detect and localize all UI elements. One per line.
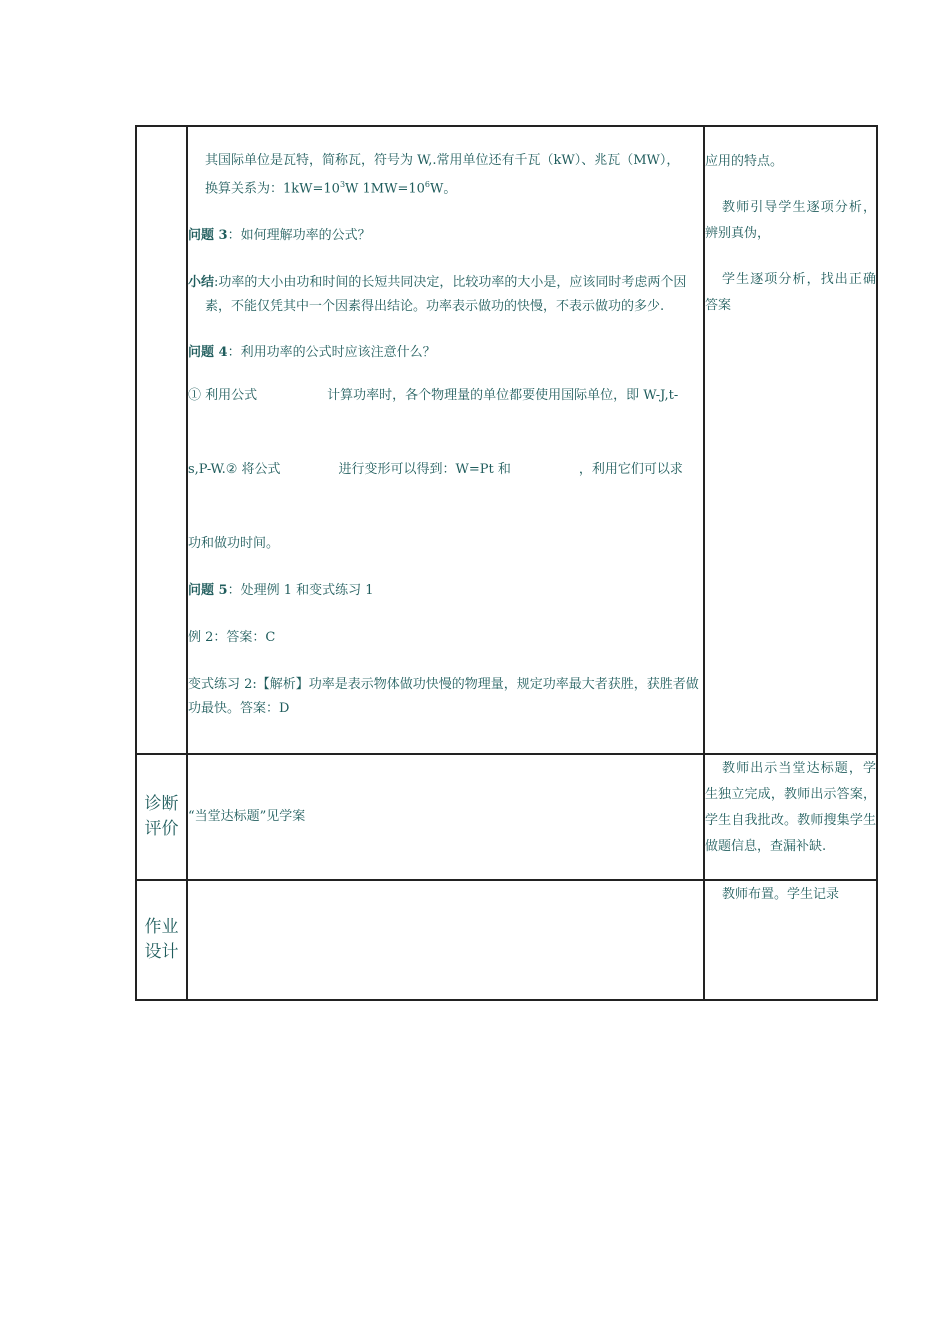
question-4: 问题 4：利用功率的公式时应该注意什么？: [188, 345, 436, 361]
side-text-2: 教师引导学生逐项分析，辨别真伪，: [705, 200, 876, 241]
homework-side-text: 教师布置。学生记录: [722, 887, 840, 902]
formula-note-1: ① 利用公式 计算功率时，各个物理量的单位都要使用国际单位，即 W-J,t-: [188, 388, 679, 404]
homework-content-cell: [187, 880, 704, 1000]
unit-line: 其国际单位是瓦特，简称瓦，符号为 W,.常用单位还有千瓦（kW）、兆瓦（MW），: [205, 153, 680, 168]
row-label-diagnosis: 诊断 评价: [136, 754, 187, 880]
row-label-homework: 作业 设计: [136, 880, 187, 1000]
summary: 小结:功率的大小由功和时间的长短共同决定，比较功率的大小是，应该同时考虑两个因素，不能仅凭其中一个因素得出结论。功率表示做功的快慢，不表示做功的多少.: [188, 275, 687, 315]
variant-exercise-2: 变式练习 2:【解析】功率是表示物体做功快慢的物理量，规定功率最大者获胜，获胜者做功最快。答案：D: [188, 677, 699, 717]
diagnosis-text: “当堂达标题”见学案: [188, 809, 306, 824]
formula-note-2: s,P-W.② 将公式 进行变形可以得到：W=Pt 和 ，利用它们可以求: [188, 462, 683, 478]
homework-activity-cell: [704, 880, 877, 1000]
diagnosis-content-cell: [187, 754, 704, 880]
lesson-plan-table: [135, 125, 878, 1001]
question-5: 问题 5：处理例 1 和变式练习 1: [188, 583, 374, 599]
table-row: [136, 126, 877, 754]
row-label-empty: [136, 126, 187, 754]
side-text-1: 应用的特点。: [705, 154, 784, 169]
table-row: [136, 880, 877, 1000]
diagnosis-side-text: 教师出示当堂达标题，学生独立完成，教师出示答案，学生自我批改。教师搜集学生做题信息，查漏补缺.: [705, 761, 876, 854]
table-row: [136, 754, 877, 880]
formula-note-3: 功和做功时间。: [188, 536, 280, 552]
side-text-3: 学生逐项分析，找出正确答案: [705, 272, 876, 313]
diagnosis-activity-cell: [704, 754, 877, 880]
conversion-line: 换算关系为：$1kW=10^3W$ $1MW=10^6W$。: [205, 180, 457, 197]
example-2: 例 2：答案：C: [188, 630, 276, 646]
process-content-cell: [187, 126, 704, 754]
question-3: 问题 3：如何理解功率的公式？: [188, 228, 371, 244]
activity-cell: [704, 126, 877, 754]
